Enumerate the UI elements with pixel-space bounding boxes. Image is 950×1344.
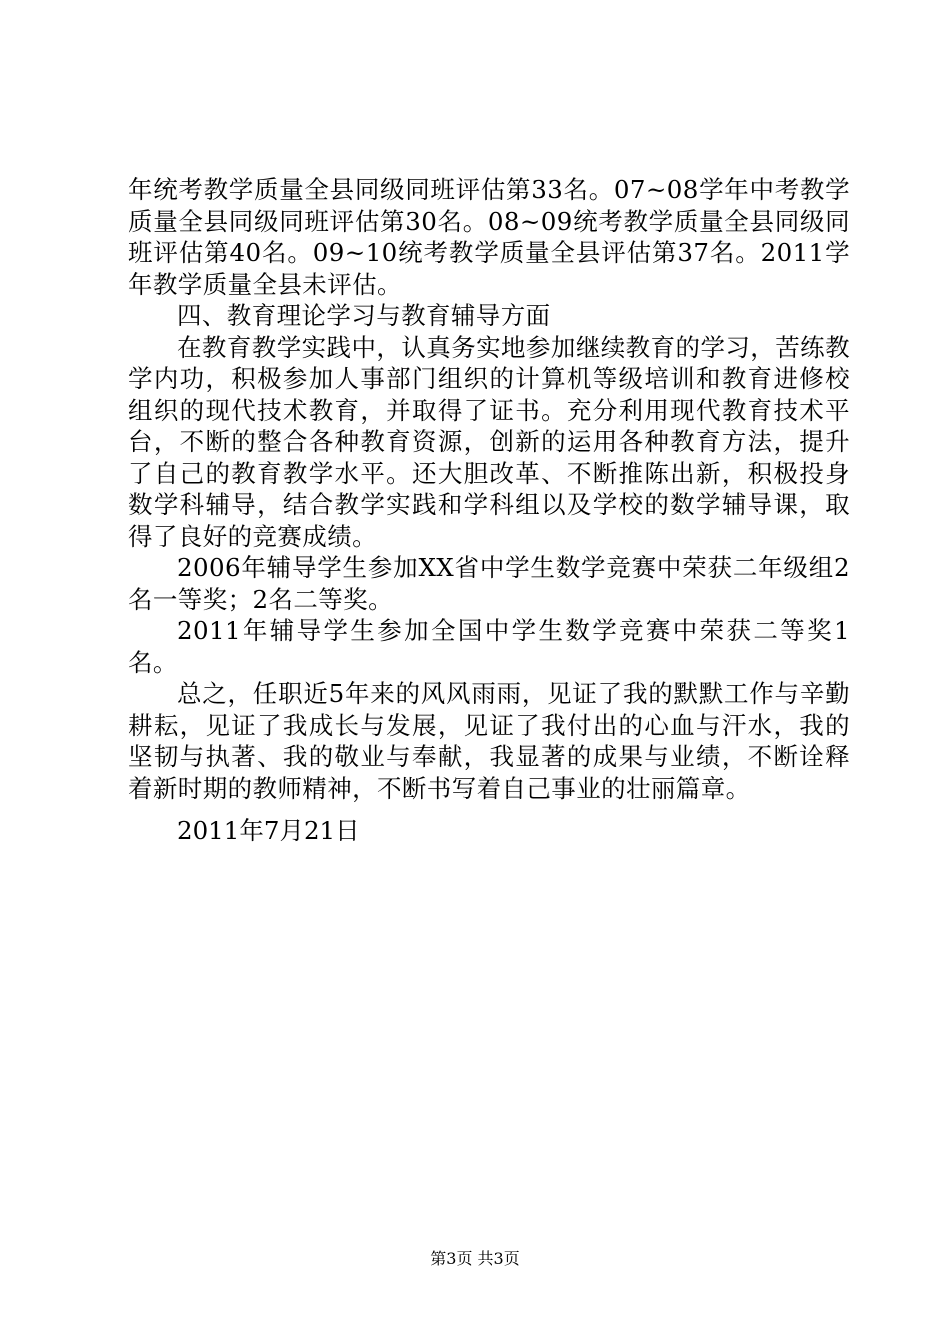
paragraph-continuing-education: 在教育教学实践中，认真务实地参加继续教育的学习，苦练教学内功，积极参加人事部门组织的计算机等级培训和教育进修校组织的现代技术教育，并取得了证书。充分利用现代教育技术平台，不断的整合各种教育资源，创新的运用各种教育方法，提升了自己的教育教学水平。还大胆改革、不断推陈出新，积极投身数学科辅导，结合教学实践和学科组以及学校的数学辅导课，取得了良好的竞赛成绩。 [128, 332, 850, 551]
document-date: 2011年7月21日 [177, 816, 360, 845]
page-footer: 第3页 共3页 [430, 1249, 520, 1268]
paragraph-evaluation-results: 年统考教学质量全县同级同班评估第33名。07~08学年中考教学质量全县同级同班评估第30名。08~09统考教学质量全县同级同班评估第40名。09~10统考教学质量全县评估第37名。2011学年教学质量全县未评估。 [128, 175, 850, 299]
paragraph-award-2011: 2011年辅导学生参加全国中学生数学竞赛中荣获二等奖1名。 [128, 616, 850, 677]
document-body [128, 174, 850, 804]
paragraph-conclusion: 总之，任职近5年来的风风雨雨，见证了我的默默工作与辛勤耕耘，见证了我成长与发展，见证了我付出的心血与汗水，我的坚韧与执著、我的敬业与奉献，我显著的成果与业绩，不断诠释着新时期的教师精神，不断书写着自己事业的壮丽篇章。 [128, 679, 850, 803]
paragraph-award-2006: 2006年辅导学生参加XX省中学生数学竞赛中荣获二年级组2名一等奖；2名二等奖。 [128, 553, 850, 614]
section-heading-theory-study: 四、教育理论学习与教育辅导方面 [177, 301, 551, 330]
